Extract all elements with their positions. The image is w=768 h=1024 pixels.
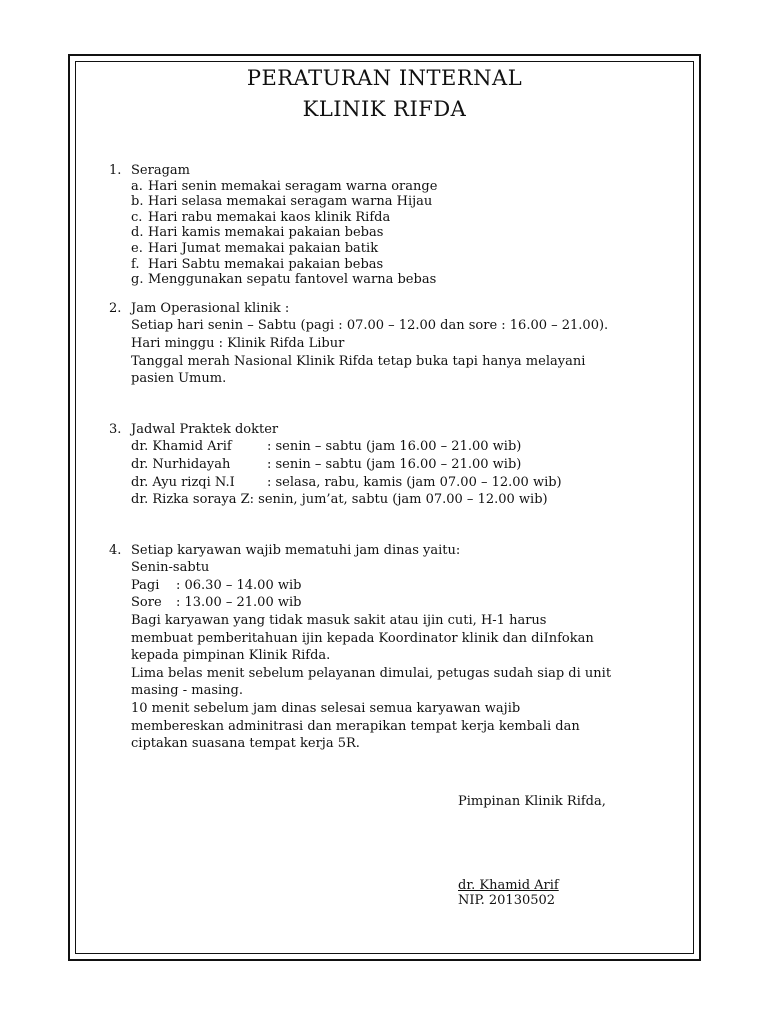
paragraph-line: kepada pimpinan Klinik Rifda. — [131, 648, 331, 664]
list-item: g. Menggunakan sepatu fantovel warna bebas — [131, 272, 437, 288]
section-doctor-schedule — [109, 421, 699, 509]
paragraph-line: membereskan adminitrasi dan merapikan tempat kerja kembali dan — [131, 718, 580, 734]
list-item: f. Hari Sabtu memakai pakaian bebas — [131, 256, 384, 272]
section-number: 3. — [109, 421, 122, 437]
paragraph-line: membuat pemberitahuan ijin kepada Koordinator klinik dan diInfokan — [131, 630, 594, 646]
section-work-hours — [109, 542, 699, 753]
section-heading: Seragam — [131, 163, 190, 178]
schedule-row: dr. Nurhidayah : senin – sabtu (jam 16.00 – 21.00 wib) — [131, 456, 522, 472]
paragraph-line: Lima belas menit sebelum pelayanan dimulai, petugas sudah siap di unit — [131, 665, 612, 681]
document-title: PERATURAN INTERNAL — [246, 66, 523, 90]
paragraph-line: pasien Umum. — [131, 371, 227, 387]
paragraph-line: Hari minggu : Klinik Rifda Libur — [131, 335, 345, 351]
signature-title: Pimpinan Klinik Rifda, — [458, 794, 606, 809]
section-uniform — [109, 163, 699, 288]
paragraph-line: masing - masing. — [131, 683, 243, 699]
schedule-row: dr. Ayu rizqi N.I : selasa, rabu, kamis (jam 07.00 – 12.00 wib) — [131, 474, 562, 490]
document-subtitle: KLINIK RIFDA — [302, 97, 467, 121]
schedule-row: dr. Rizka soraya Z : senin, jum’at, sabtu (jam 07.00 – 12.00 wib) — [131, 492, 548, 508]
regulations-body — [109, 160, 699, 753]
schedule-row: dr. Khamid Arif : senin – sabtu (jam 16.00 – 21.00 wib) — [131, 439, 522, 455]
section-number: 4. — [109, 542, 122, 558]
list-item: c. Hari rabu memakai kaos klinik Rifda — [131, 209, 391, 225]
paragraph-line: Setiap hari senin – Sabtu (pagi : 07.00 – 12.00 dan sore : 16.00 – 21.00). — [131, 318, 609, 334]
list-item: b. Hari selasa memakai seragam warna Hijau — [131, 194, 433, 210]
section-operating-hours — [109, 300, 699, 388]
signature-name: dr. Khamid Arif — [458, 878, 559, 893]
list-item: e. Hari Jumat memakai pakaian batik — [131, 240, 379, 256]
section-heading: Jadwal Praktek dokter — [131, 421, 279, 437]
section-number: 1. — [109, 163, 122, 178]
shift-row: Sore : 13.00 – 21.00 wib — [131, 595, 302, 611]
paragraph-line: 10 menit sebelum jam dinas selesai semua karyawan wajib — [131, 701, 521, 717]
paragraph-line: ciptakan suasana tempat kerja 5R. — [131, 736, 360, 752]
paragraph-line: Bagi karyawan yang tidak masuk sakit atau ijin cuti, H-1 harus — [131, 613, 547, 629]
paragraph-line: Tanggal merah Nasional Klinik Rifda tetap buka tapi hanya melayani — [131, 353, 586, 369]
list-item: d. Hari kamis memakai pakaian bebas — [131, 225, 384, 241]
signature-nip: NIP. 20130502 — [458, 893, 556, 908]
list-item: a. Hari senin memakai seragam warna orange — [131, 178, 438, 194]
days-label: Senin-sabtu — [131, 560, 210, 576]
section-heading: Jam Operasional klinik : — [131, 300, 290, 316]
section-number: 2. — [109, 300, 122, 316]
shift-row: Pagi : 06.30 – 14.00 wib — [131, 577, 302, 593]
section-heading: Setiap karyawan wajib mematuhi jam dinas yaitu: — [131, 542, 461, 558]
